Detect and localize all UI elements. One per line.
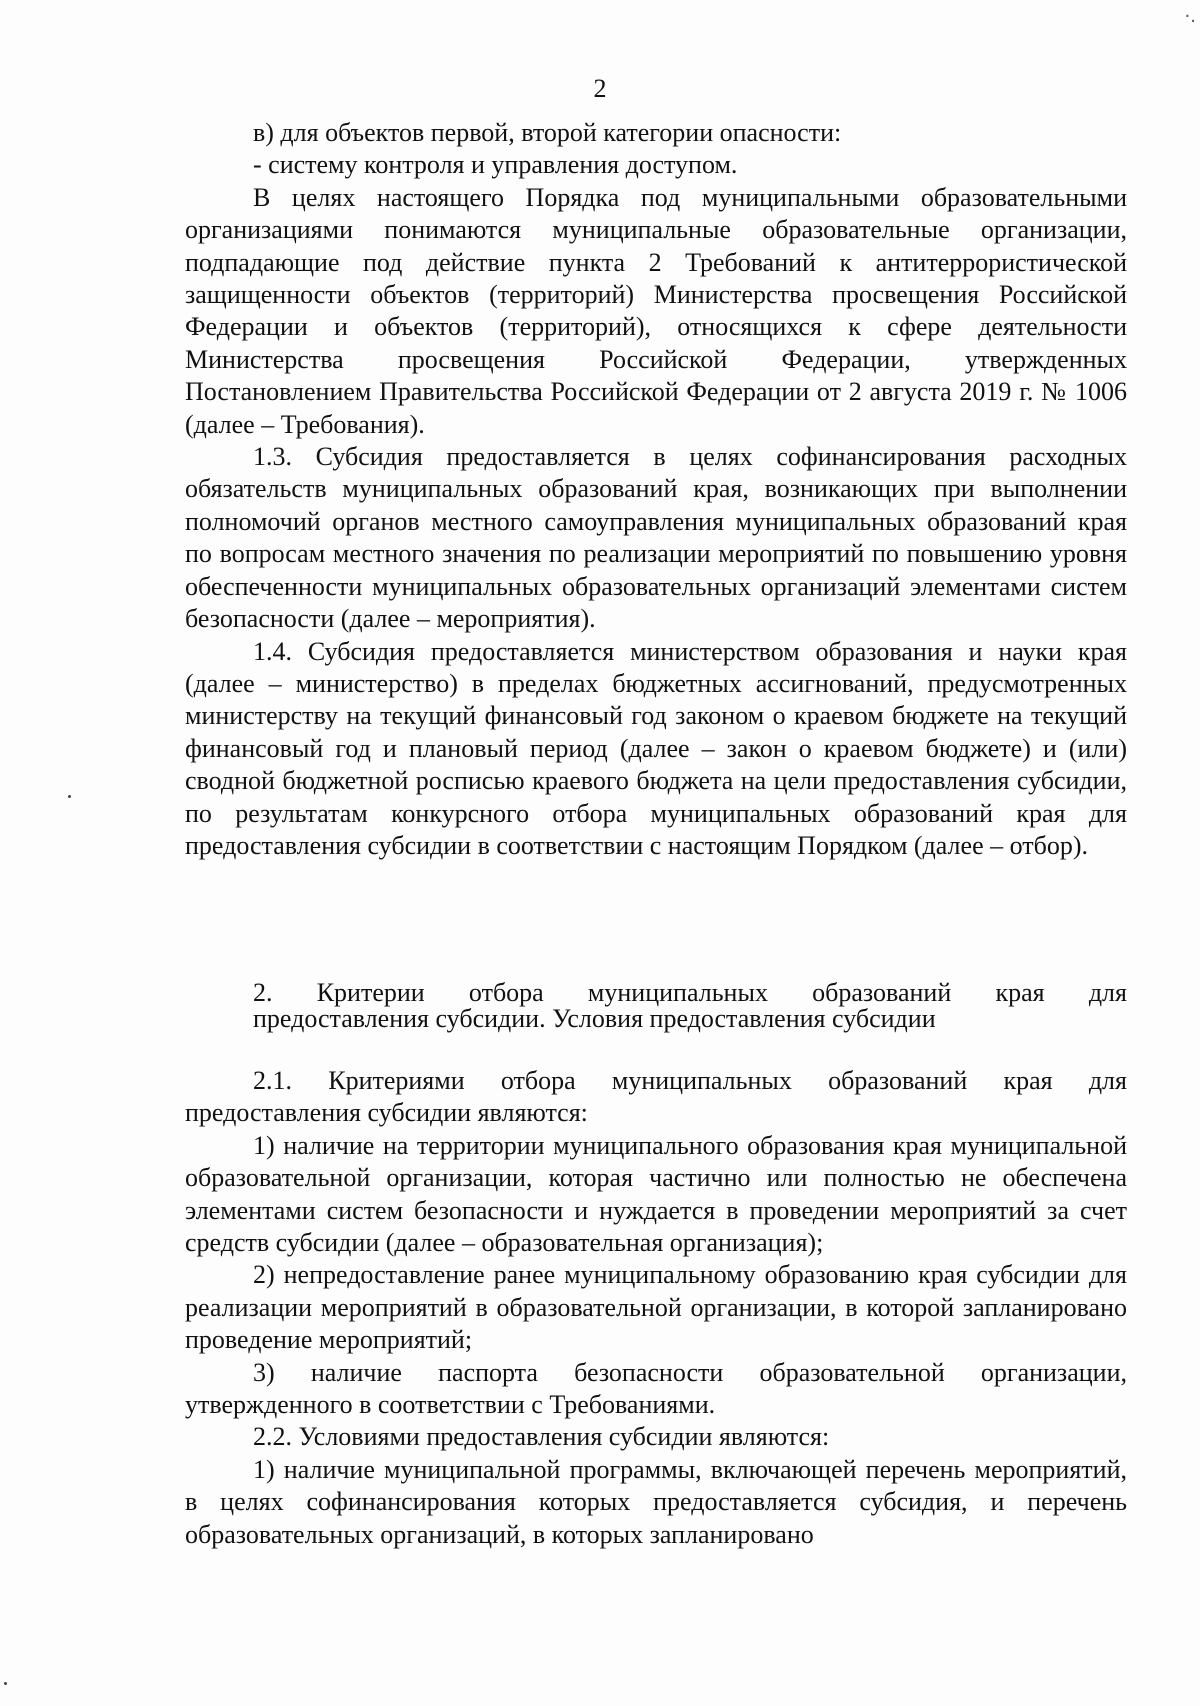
paragraph-2-2: 2.2. Условиями предоставления субсидии являются:	[253, 1422, 830, 1452]
section-2-text	[185, 1065, 1127, 1551]
scan-speck	[4, 1682, 7, 1685]
paragraph-2-2-item-1: 1) наличие муниципальной программы, включающей перечень мероприятий, в целях софинансирования которых предоставляется субсидия, и перечень образовательных организаций, в которых запланировано	[185, 1454, 1127, 1549]
section-2-heading	[253, 980, 1127, 1032]
paragraph-definition: В целях настоящего Порядка под муниципальными образовательными организациями понимаются муниципальные образовательные организации, подпадающие под действие пункта 2 Требований к антитеррористической защищенности объектов (территорий) Министерства просвещения Российской Федерации и объектов (территорий), относящихся к сфере деятельности Министерства просвещения Российской Федерации, утвержденных Постановлением Правительства Российской Федерации от 2 августа 2019 г. № 1006 (далее – Требования).	[185, 182, 1127, 439]
paragraph-2-1-item-2: 2) непредоставление ранее муниципальному образованию края субсидии для реализации мероприятий в образовательной организации, в которой запланировано проведение мероприятий;	[185, 1260, 1127, 1355]
paragraph-1-4: 1.4. Субсидия предоставляется министерством образования и науки края (далее – министерство) в пределах бюджетных ассигнований, предусмотренных министерству на текущий финансовый год законом о краевом бюджете на текущий финансовый год и плановый период (далее – закон о краевом бюджете) и (или) сводной бюджетной росписью краевого бюджета на цели предоставления субсидии, по результатам конкурсного отбора муниципальных образований края для предоставления субсидии в соответствии с настоящим Порядком (далее – отбор).	[185, 636, 1127, 860]
page-number: 2	[593, 74, 607, 103]
section-1-text	[185, 117, 1127, 862]
paragraph-access-control: - систему контроля и управления доступом.	[253, 150, 738, 180]
section-2-heading-line-2: предоставления субсидии. Условия предоставления субсидии	[253, 1004, 936, 1033]
scan-corner-mark: ·.	[1184, 6, 1196, 27]
paragraph-2-1-item-1: 1) наличие на территории муниципального образования края муниципальной образовательной организации, которая частично или полностью не обеспечена элементами систем безопасности и нуждается в проведении мероприятий за счет средств субсидии (далее – образовательная организация);	[185, 1130, 1127, 1258]
paragraph-1-3: 1.3. Субсидия предоставляется в целях софинансирования расходных обязательств муниципальных образований края, возникающих при выполнении полномочий органов местного самоуправления муниципальных образований края по вопросам местного значения по реализации мероприятий по повышению уровня обеспеченности муниципальных образовательных организаций элементами систем безопасности (далее – мероприятия).	[185, 442, 1127, 634]
paragraph-2-1-item-3: 3) наличие паспорта безопасности образовательной организации, утвержденного в соответствии с Требованиями.	[185, 1357, 1127, 1420]
section-2-heading-line-1: 2. Критерии отбора муниципальных образований края для	[253, 978, 1127, 1007]
scan-speck	[68, 795, 71, 798]
paragraph-2-1: 2.1. Критериями отбора муниципальных образований края для предоставления субсидии являются:	[185, 1066, 1127, 1128]
paragraph-item-v: в) для объектов первой, второй категории опасности:	[253, 118, 842, 147]
